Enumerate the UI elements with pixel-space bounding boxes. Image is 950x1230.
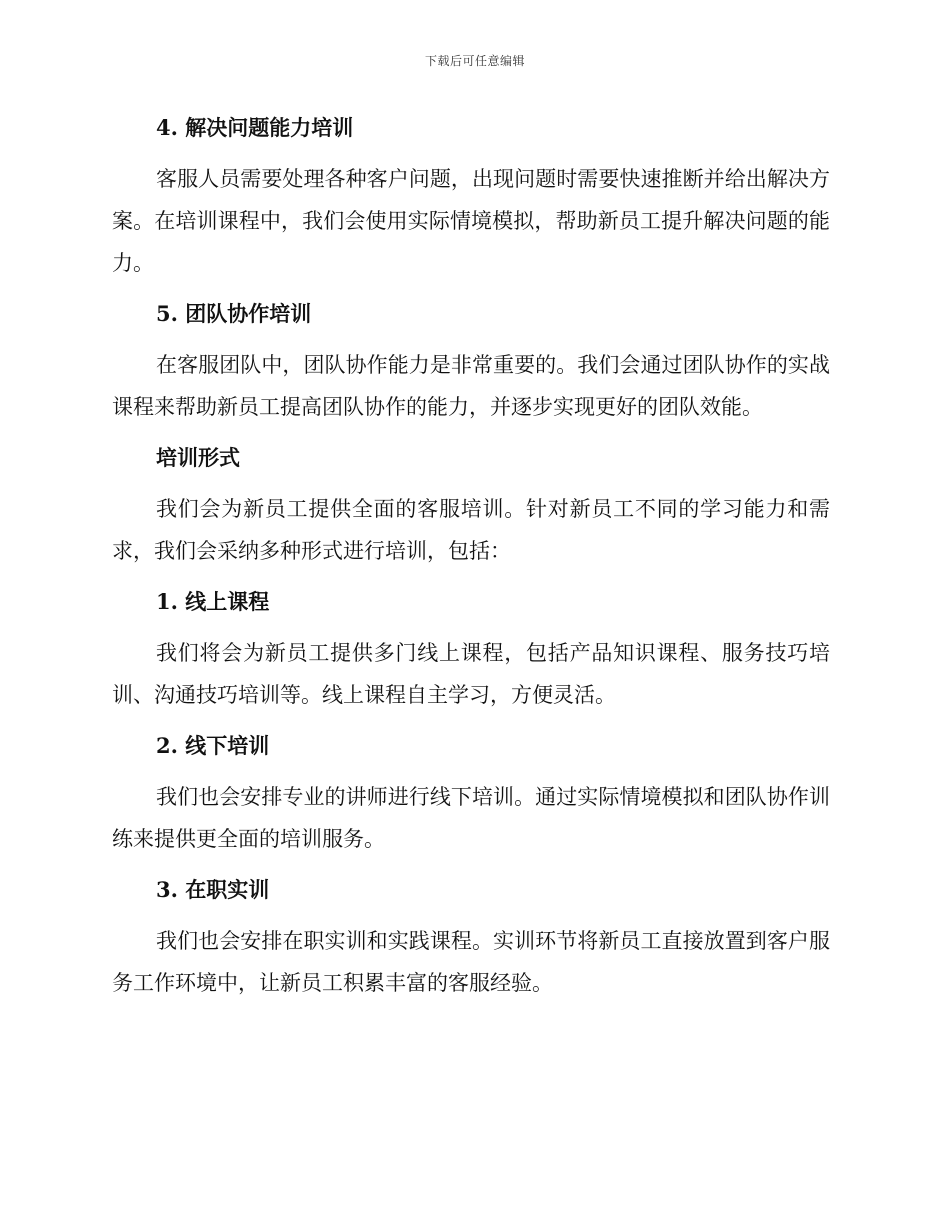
section-heading-problem-solving: 4. 解决问题能力培训 bbox=[156, 115, 354, 140]
page-header-note: 下载后可任意编辑 bbox=[424, 54, 525, 68]
section-paragraph-training-format: 我们会为新员工提供全面的客服培训。针对新员工不同的学习能力和需求，我们会采纳多种形式进行培训，包括： bbox=[112, 497, 830, 563]
section-heading-offline-training: 2. 线下培训 bbox=[156, 733, 270, 758]
section-paragraph-offline-training: 我们也会安排专业的讲师进行线下培训。通过实际情境模拟和团队协作训练来提供更全面的培训服务。 bbox=[112, 785, 830, 851]
document-body bbox=[112, 108, 830, 1014]
section-heading-on-job-training: 3. 在职实训 bbox=[156, 877, 270, 902]
section-heading-training-format: 培训形式 bbox=[156, 445, 240, 470]
section-paragraph-on-job-training: 我们也会安排在职实训和实践课程。实训环节将新员工直接放置到客户服务工作环境中，让新员工积累丰富的客服经验。 bbox=[112, 929, 830, 995]
section-paragraph-problem-solving: 客服人员需要处理各种客户问题，出现问题时需要快速推断并给出解决方案。在培训课程中，我们会使用实际情境模拟，帮助新员工提升解决问题的能力。 bbox=[112, 167, 830, 275]
section-paragraph-teamwork: 在客服团队中，团队协作能力是非常重要的。我们会通过团队协作的实战课程来帮助新员工提高团队协作的能力，并逐步实现更好的团队效能。 bbox=[112, 353, 830, 419]
section-paragraph-online-courses: 我们将会为新员工提供多门线上课程，包括产品知识课程、服务技巧培训、沟通技巧培训等。线上课程自主学习，方便灵活。 bbox=[112, 641, 830, 707]
section-heading-teamwork: 5. 团队协作培训 bbox=[156, 301, 312, 326]
section-heading-online-courses: 1. 线上课程 bbox=[156, 589, 270, 614]
